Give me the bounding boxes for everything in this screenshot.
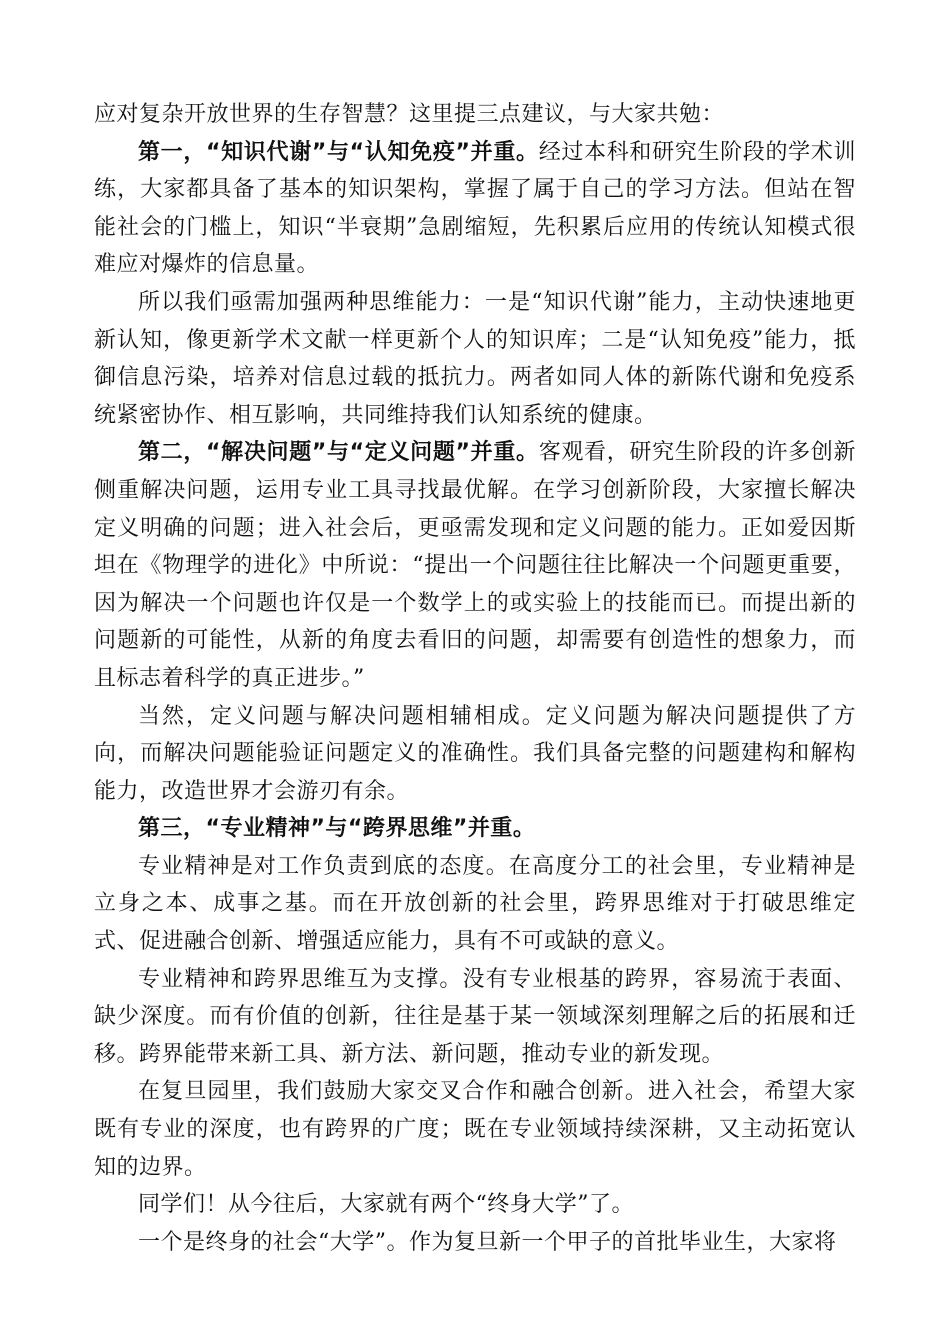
paragraph-text: 同学们！从今往后，大家就有两个“终身大学”了。 (138, 1192, 634, 1218)
paragraph-11 (94, 1224, 856, 1262)
paragraph-3 (94, 284, 856, 434)
paragraph-text: 客观看，研究生阶段的许多创新侧重解决问题，运用专业工具寻找最优解。在学习创新阶段，大家擅长解决定义明确的问题；进入社会后，更亟需发现和定义问题的能力。正如爱因斯坦在《物理学的进化》中所说：“提出一个问题往往比解决一个问题更重要，因为解决一个问题也许仅是一个数学上的或实验上的技能而已。而提出新的问题新的可能性，从新的角度去看旧的问题，却需要有创造性的想象力，而且标志着科学的真正进步。” (94, 440, 856, 691)
paragraph-heading: 第二，“解决问题”与“定义问题”并重。 (138, 440, 539, 466)
paragraph-9 (94, 1073, 856, 1186)
paragraph-text: 当然，定义问题与解决问题相辅相成。定义问题为解决问题提供了方向，而解决问题能验证问题定义的准确性。我们具备完整的问题建构和解构能力，改造世界才会游刃有余。 (94, 703, 856, 804)
paragraph-10 (94, 1186, 856, 1224)
paragraph-heading: 第三，“专业精神”与“跨界思维”并重。 (138, 816, 536, 842)
paragraph-1 (94, 96, 856, 134)
paragraph-text: 一个是终身的社会“大学”。作为复旦新一个甲子的首批毕业生，大家将 (138, 1229, 837, 1255)
document-body (94, 96, 856, 1261)
paragraph-4 (94, 434, 856, 697)
paragraph-text: 经过本科和研究生阶段的学术训练，大家都具备了基本的知识架构，掌握了属于自己的学习方法。但站在智能社会的门槛上，知识“半衰期”急剧缩短，先积累后应用的传统认知模式很难应对爆炸的信息量。 (94, 139, 856, 278)
paragraph-5 (94, 698, 856, 811)
paragraph-6 (94, 810, 856, 848)
paragraph-heading: 第一，“知识代谢”与“认知免疫”并重。 (138, 139, 539, 165)
paragraph-text: 专业精神是对工作负责到底的态度。在高度分工的社会里，专业精神是立身之本、成事之基。而在开放创新的社会里，跨界思维对于打破思维定式、促进融合创新、增强适应能力，具有不可或缺的意义。 (94, 853, 856, 955)
paragraph-text: 所以我们亟需加强两种思维能力：一是“知识代谢”能力，主动快速地更新认知，像更新学术文献一样更新个人的知识库；二是“认知免疫”能力，抵御信息污染，培养对信息过载的抵抗力。两者如同人体的新陈代谢和免疫系统紧密协作、相互影响，共同维持我们认知系统的健康。 (94, 289, 856, 428)
paragraph-text: 在复旦园里，我们鼓励大家交叉合作和融合创新。进入社会，希望大家既有专业的深度，也有跨界的广度；既在专业领域持续深耕，又主动拓宽认知的边界。 (94, 1079, 856, 1180)
paragraph-7 (94, 848, 856, 961)
paragraph-text: 专业精神和跨界思维互为支撑。没有专业根基的跨界，容易流于表面、缺少深度。而有价值的创新，往往是基于某一领域深刻理解之后的拓展和迁移。跨界能带来新工具、新方法、新问题，推动专业的新发现。 (94, 966, 856, 1067)
paragraph-text: 应对复杂开放世界的生存智慧？这里提三点建议，与大家共勉： (94, 102, 725, 127)
paragraph-8 (94, 961, 856, 1074)
paragraph-2 (94, 134, 856, 284)
